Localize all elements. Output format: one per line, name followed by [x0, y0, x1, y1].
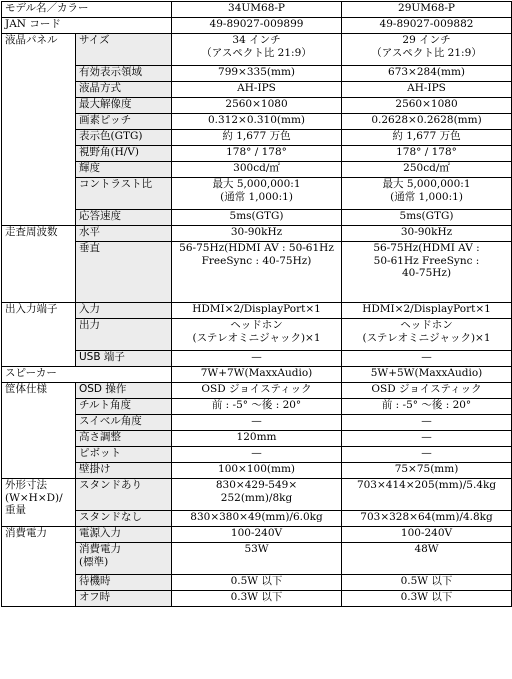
panel-contrast-label: コントラスト比 [76, 178, 172, 210]
chassis-wall-29: 75×75(mm) [342, 463, 512, 479]
chassis-tilt-29: 前 : -5° ～後 : 20° [342, 399, 512, 415]
size-line1: 34 インチ [232, 34, 281, 46]
chassis-swivel-34: — [172, 415, 342, 431]
size-line2: （アスペクト比 21:9） [371, 46, 482, 59]
scan-h-34: 30-90kHz [172, 226, 342, 242]
power-off-label: オフ時 [76, 591, 172, 607]
io-usb-29: — [342, 351, 512, 367]
chassis-tilt-34: 前 : -5° ～後 : 20° [172, 399, 342, 415]
dims-with-29: 703×414×205(mm)/5.4kg [342, 479, 512, 511]
chassis-category: 筐体仕様 [2, 383, 76, 479]
chassis-swivel-29: — [342, 415, 512, 431]
scan-v-row [2, 242, 512, 303]
chassis-osd-label: OSD 操作 [76, 383, 172, 399]
power-off-row [2, 591, 512, 607]
io-category: 出入力端子 [2, 303, 76, 367]
panel-angle-29: 178° / 178° [342, 146, 512, 162]
panel-area-34: 799×335(mm) [172, 66, 342, 82]
out-line2: (ステレオミニジャック)×1 [362, 331, 491, 344]
scan-h-label: 水平 [76, 226, 172, 242]
speaker-29: 5W+5W(MaxxAudio) [342, 367, 512, 383]
chassis-swivel-label: スイベル角度 [76, 415, 172, 431]
with-line1: 830×429-549× [215, 479, 298, 491]
io-usb-row [2, 351, 512, 367]
panel-size-29 [342, 34, 512, 66]
speaker-34: 7W+7W(MaxxAudio) [172, 367, 342, 383]
io-usb-label: USB 端子 [76, 351, 172, 367]
power-input-29: 100-240V [342, 527, 512, 543]
panel-area-29: 673×284(mm) [342, 66, 512, 82]
scan-h-29: 30-90kHz [342, 226, 512, 242]
chassis-height-29: — [342, 431, 512, 447]
power-consumption-row [2, 543, 512, 575]
jan-34um68p: 49-89027-009899 [172, 18, 342, 34]
panel-res-label: 最大解像度 [76, 98, 172, 114]
panel-size-34 [172, 34, 342, 66]
chassis-height-34: 120mm [172, 431, 342, 447]
vscan-line2: 50-61Hz FreeSync : [373, 254, 480, 267]
chassis-wall-34: 100×100(mm) [172, 463, 342, 479]
chassis-pivot-row [2, 447, 512, 463]
io-in-row [2, 303, 512, 319]
power-off-29: 0.3W 以下 [342, 591, 512, 607]
consumption-line1: 消費電力 [79, 543, 121, 555]
out-line1: ヘッドホン [400, 319, 453, 331]
chassis-osd-34: OSD ジョイスティック [172, 383, 342, 399]
panel-pitch-label: 画素ピッチ [76, 114, 172, 130]
panel-res-row [2, 98, 512, 114]
jan-row [2, 18, 512, 34]
jan-label: JAN コード [2, 18, 172, 34]
chassis-pivot-34: — [172, 447, 342, 463]
panel-colors-row [2, 130, 512, 146]
scan-category: 走査周波数 [2, 226, 76, 303]
panel-contrast-34 [172, 178, 342, 210]
panel-area-row [2, 66, 512, 82]
size-line2: （アスペクト比 21:9） [201, 46, 312, 59]
panel-size-label: サイズ [76, 34, 172, 66]
io-out-29 [342, 319, 512, 351]
dims-without-34: 830×380×49(mm)/6.0kg [172, 511, 342, 527]
header-row [2, 2, 512, 18]
power-off-34: 0.3W 以下 [172, 591, 342, 607]
dims-without-label: スタンドなし [76, 511, 172, 527]
panel-brightness-29: 250cd/㎡ [342, 162, 512, 178]
panel-angle-label: 視野角(H/V) [76, 146, 172, 162]
chassis-height-label: 高さ調整 [76, 431, 172, 447]
contrast-line2: (通常 1,000:1) [390, 190, 463, 203]
io-out-34 [172, 319, 342, 351]
io-in-label: 入力 [76, 303, 172, 319]
dims-without-29: 703×328×64(mm)/4.8kg [342, 511, 512, 527]
dims-category [2, 479, 76, 527]
model-34um68p: 34UM68-P [172, 2, 342, 18]
power-consumption-label [76, 543, 172, 575]
power-standby-label: 待機時 [76, 575, 172, 591]
power-standby-34: 0.5W 以下 [172, 575, 342, 591]
chassis-wall-row [2, 463, 512, 479]
chassis-pivot-label: ピボット [76, 447, 172, 463]
chassis-tilt-label: チルト角度 [76, 399, 172, 415]
spec-table [1, 1, 512, 607]
chassis-osd-row [2, 383, 512, 399]
speaker-category: スピーカー [2, 367, 172, 383]
vscan-line1: 56-75Hz(HDMI AV : 50-61Hz [179, 242, 334, 254]
vscan-line2: FreeSync : 40-75Hz) [201, 254, 312, 267]
panel-angle-row [2, 146, 512, 162]
power-category: 消費電力 [2, 527, 76, 607]
vscan-line1: 56-75Hz(HDMI AV : [373, 242, 480, 254]
power-consumption-29: 48W [342, 543, 512, 575]
power-input-34: 100-240V [172, 527, 342, 543]
size-line1: 29 インチ [402, 34, 451, 46]
panel-response-29: 5ms(GTG) [342, 210, 512, 226]
panel-area-label: 有効表示領域 [76, 66, 172, 82]
chassis-tilt-row [2, 399, 512, 415]
panel-response-label: 応答速度 [76, 210, 172, 226]
panel-pitch-row [2, 114, 512, 130]
power-standby-29: 0.5W 以下 [342, 575, 512, 591]
panel-contrast-29 [342, 178, 512, 210]
panel-colors-29: 約 1,677 万色 [342, 130, 512, 146]
panel-res-34: 2560×1080 [172, 98, 342, 114]
chassis-height-row [2, 431, 512, 447]
scan-h-row [2, 226, 512, 242]
panel-brightness-row [2, 162, 512, 178]
power-input-label: 電源入力 [76, 527, 172, 543]
panel-response-34: 5ms(GTG) [172, 210, 342, 226]
dims-with-label: スタンドあり [76, 479, 172, 511]
chassis-wall-label: 壁掛け [76, 463, 172, 479]
power-consumption-34: 53W [172, 543, 342, 575]
out-line1: ヘッドホン [230, 319, 283, 331]
chassis-osd-29: OSD ジョイスティック [342, 383, 512, 399]
panel-size-row [2, 34, 512, 66]
io-out-row [2, 319, 512, 351]
panel-contrast-row [2, 178, 512, 210]
panel-response-row [2, 210, 512, 226]
panel-colors-34: 約 1,677 万色 [172, 130, 342, 146]
chassis-swivel-row [2, 415, 512, 431]
scan-v-29 [342, 242, 512, 303]
consumption-line2: (標準) [79, 555, 109, 568]
power-input-row [2, 527, 512, 543]
panel-brightness-34: 300cd/㎡ [172, 162, 342, 178]
contrast-line2: (通常 1,000:1) [220, 190, 293, 203]
dims-line2: (W×H×D)/ [5, 491, 63, 504]
model-29um68p: 29UM68-P [342, 2, 512, 18]
panel-res-29: 2560×1080 [342, 98, 512, 114]
dims-line3: 重量 [5, 504, 26, 516]
scan-v-34 [172, 242, 342, 303]
contrast-line1: 最大 5,000,000:1 [382, 178, 471, 190]
io-usb-34: — [172, 351, 342, 367]
dims-with-34 [172, 479, 342, 511]
io-in-29: HDMI×2/DisplayPort×1 [342, 303, 512, 319]
panel-colors-label: 表示色(GTG) [76, 130, 172, 146]
out-line2: (ステレオミニジャック)×1 [192, 331, 321, 344]
panel-angle-34: 178° / 178° [172, 146, 342, 162]
speaker-row [2, 367, 512, 383]
io-out-label: 出力 [76, 319, 172, 351]
io-in-34: HDMI×2/DisplayPort×1 [172, 303, 342, 319]
dims-without-row [2, 511, 512, 527]
panel-pitch-34: 0.312×0.310(mm) [172, 114, 342, 130]
power-standby-row [2, 575, 512, 591]
panel-type-34: AH-IPS [172, 82, 342, 98]
vscan-line3: 40-75Hz) [401, 267, 452, 279]
scan-v-label: 垂直 [76, 242, 172, 303]
contrast-line1: 最大 5,000,000:1 [212, 178, 301, 190]
model-color-label: モデル名／カラー [2, 2, 172, 18]
panel-brightness-label: 輝度 [76, 162, 172, 178]
with-line2: 252(mm)/8kg [220, 491, 293, 504]
panel-type-29: AH-IPS [342, 82, 512, 98]
panel-type-row [2, 82, 512, 98]
jan-29um68p: 49-89027-009882 [342, 18, 512, 34]
chassis-pivot-29: — [342, 447, 512, 463]
panel-pitch-29: 0.2628×0.2628(mm) [342, 114, 512, 130]
panel-category: 液晶パネル [2, 34, 76, 226]
dims-with-row [2, 479, 512, 511]
dims-line1: 外形寸法 [5, 479, 47, 491]
panel-type-label: 液晶方式 [76, 82, 172, 98]
